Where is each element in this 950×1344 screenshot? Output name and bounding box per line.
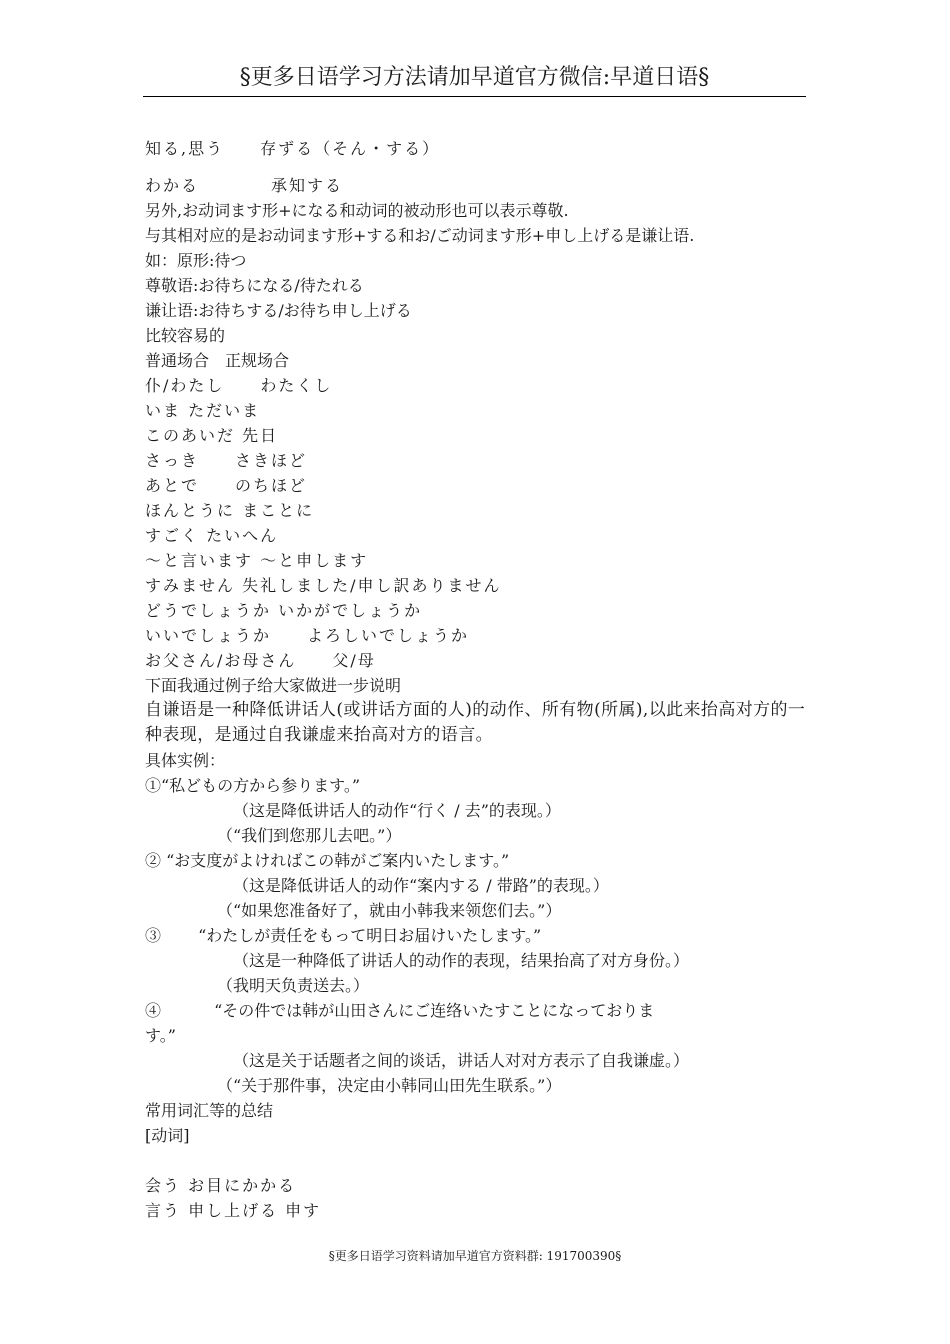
text-line: 会う お目にかかる xyxy=(145,1176,297,1195)
text-line: すごく たいへん xyxy=(145,526,279,545)
text-line: 另外,お动词ます形+になる和动词的被动形也可以表示尊敬. xyxy=(145,201,569,220)
example-line: ①“私どもの方から参ります。” xyxy=(145,776,361,795)
text-line: ほんとうに まことに xyxy=(145,501,315,520)
example-line: ④ “その件では韩が山田さんにご连络いたすことになっておりま xyxy=(145,1001,655,1020)
text-line: すみません 失礼しました/申し訳ありません xyxy=(145,576,502,595)
document-body xyxy=(145,136,810,1223)
text-line: あとで のちほど xyxy=(145,476,308,495)
text-line: 如：原形:待つ xyxy=(145,251,247,270)
page-header: §更多日语学习方法请加早道官方微信:早道日语§ xyxy=(143,62,806,97)
example-line: ② “お支度がよければこの韩がご案内いたします。” xyxy=(145,851,510,870)
spacer xyxy=(145,161,810,173)
text-line: 与其相对应的是お动词ます形+する和お/ご动词ます形+申し上げる是谦让语. xyxy=(145,226,695,245)
example-line: ③ “わたしが责任をもって明日お届けいたします。” xyxy=(145,926,542,945)
example-line: （这是降低讲话人的动作“案内する / 带路”的表现。） xyxy=(145,876,609,895)
text-line: 下面我通过例子给大家做进一步说明 xyxy=(145,676,402,695)
example-line: す。” xyxy=(145,1026,176,1045)
example-line: （这是降低讲话人的动作“行く / 去”的表现。） xyxy=(145,801,561,820)
text-line: いいでしょうか よろしいでしょうか xyxy=(145,626,470,645)
text-line: 尊敬语:お待ちになる/待たれる xyxy=(145,276,364,295)
spacer xyxy=(145,1148,810,1173)
text-line: いま ただいま xyxy=(145,401,261,420)
text-line: 谦让语:お待ちする/お待ち申し上げる xyxy=(145,301,412,320)
example-line: （“关于那件事，决定由小韩同山田先生联系。”） xyxy=(145,1076,562,1095)
text-line: このあいだ 先日 xyxy=(145,426,279,445)
text-line: 言う 申し上げる 申す xyxy=(145,1201,322,1220)
text-line: わかる 承知する xyxy=(145,176,344,195)
section-label: [动词] xyxy=(145,1126,190,1145)
text-line: 具体实例： xyxy=(145,751,226,770)
text-line: お父さん/お母さん 父/母 xyxy=(145,651,376,670)
example-line: （“我们到您那儿去吧。”） xyxy=(145,826,402,845)
page-footer: §更多日语学习资料请加早道官方资料群: 191700390§ xyxy=(328,1249,622,1263)
text-line: ～と言います ～と申します xyxy=(145,551,369,570)
example-line: （这是一种降低了讲话人的动作的表现，结果抬高了对方身份。） xyxy=(145,951,690,970)
section-heading: 常用词汇等的总结 xyxy=(145,1101,274,1120)
text-line: どうでしょうか いかがでしょうか xyxy=(145,601,423,620)
text-line: さっき さきほど xyxy=(145,451,308,470)
text-line: 普通场合 正规场合 xyxy=(145,351,290,370)
example-line: （“如果您准备好了，就由小韩我来领您们去。”） xyxy=(145,901,562,920)
example-line: （我明天负责送去。） xyxy=(145,976,370,995)
example-line: （这是关于话题者之间的谈话，讲话人对对方表示了自我谦虚。） xyxy=(145,1051,690,1070)
text-line: 知る,思う 存ずる（そん・する） xyxy=(145,139,441,158)
paragraph: 自谦语是一种降低讲话人(或讲话方面的人)的动作、所有物(所属),以此来抬高对方的一种表现，是通过自我谦虚来抬高对方的语言。 xyxy=(145,700,806,745)
text-line: 比较容易的 xyxy=(145,326,226,345)
text-line: 仆/わたし わたくし xyxy=(145,376,333,395)
